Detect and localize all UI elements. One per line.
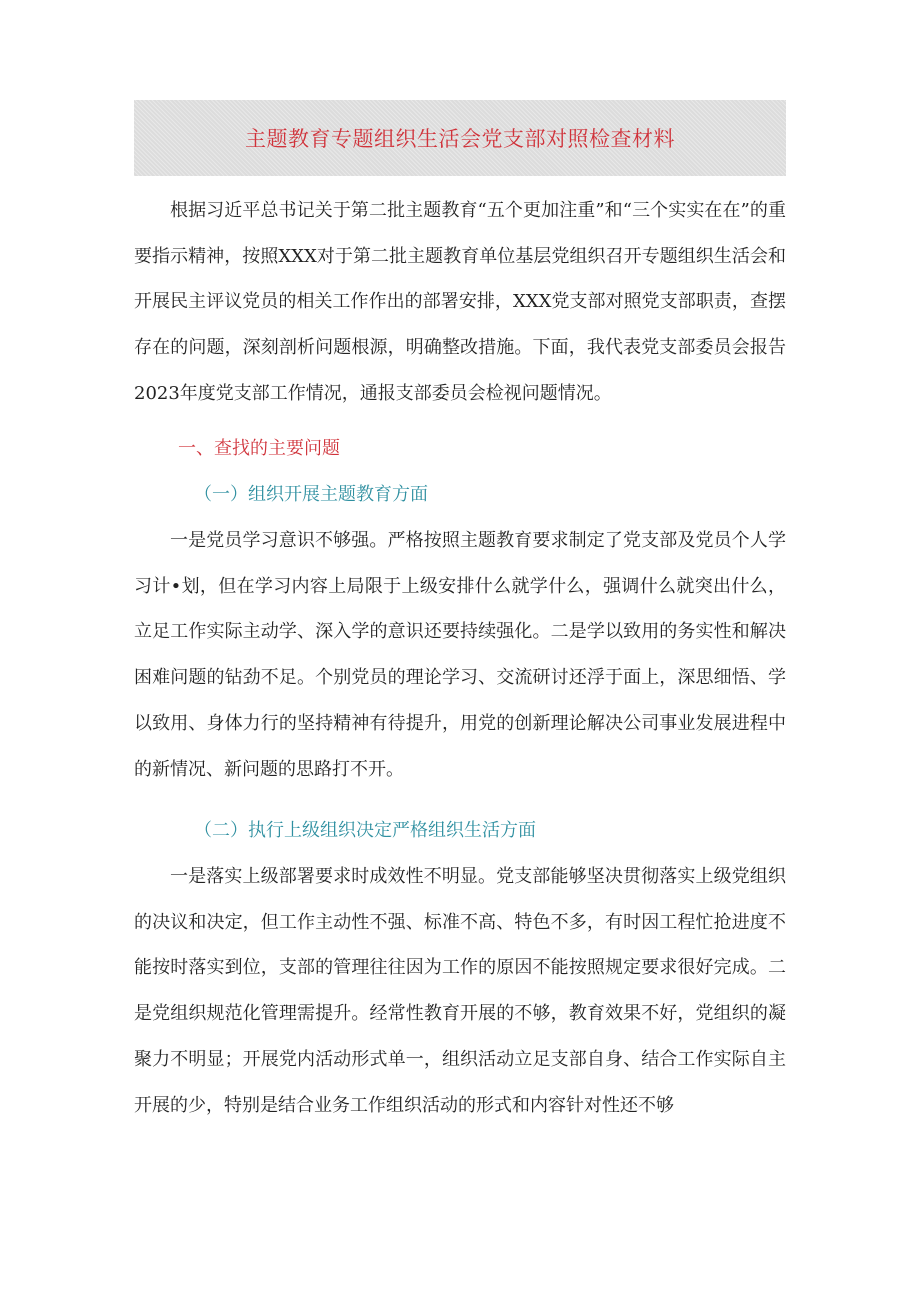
subsection-1-paragraph: 一是党员学习意识不够强。严格按照主题教育要求制定了党支部及党员个人学习计•划，但在学习内容上局限于上级安排什么就学什么，强调什么就突出什么，立足工作实际主动学、深入学的意识还要持续强化。二是学以致用的务实性和解决困难问题的钻劲不足。个别党员的理论学习、交流研讨还浮于面上，深思细悟、学以致用、身体力行的坚持精神有待提升，用党的创新理论解决公司事业发展进程中的新情况、新问题的思路打不开。	[134, 530, 786, 780]
section-heading-main-problems: 一、查找的主要问题	[178, 438, 340, 459]
title-banner	[134, 100, 786, 176]
subsection-heading-theme-education: （一）组织开展主题教育方面	[194, 484, 428, 505]
document-title: 主题教育专题组织生活会党支部对照检查材料	[245, 127, 675, 151]
subsection-heading-organization-life: （二）执行上级组织决定严格组织生活方面	[194, 820, 536, 841]
subsection-2-paragraph: 一是落实上级部署要求时成效性不明显。党支部能够坚决贯彻落实上级党组织的决议和决定，但工作主动性不强、标准不高、特色不多，有时因工程忙抢进度不能按时落实到位，支部的管理往往因为工作的原因不能按照规定要求很好完成。二是党组织规范化管理需提升。经常性教育开展的不够，教育效果不好，党组织的凝聚力不明显；开展党内活动形式单一，组织活动立足支部自身、结合工作实际自主开展的少，特别是结合业务工作组织活动的形式和内容针对性还不够	[134, 866, 786, 1116]
intro-paragraph: 根据习近平总书记关于第二批主题教育“五个更加注重”和“三个实实在在”的重要指示精神，按照XXX对于第二批主题教育单位基层党组织召开专题组织生活会和开展民主评议党员的相关工作作出的部署安排，XXX党支部对照党支部职责，查摆存在的问题，深刻剖析问题根源，明确整改措施。下面，我代表党支部委员会报告2023年度党支部工作情况，通报支部委员会检视问题情况。	[134, 200, 786, 404]
